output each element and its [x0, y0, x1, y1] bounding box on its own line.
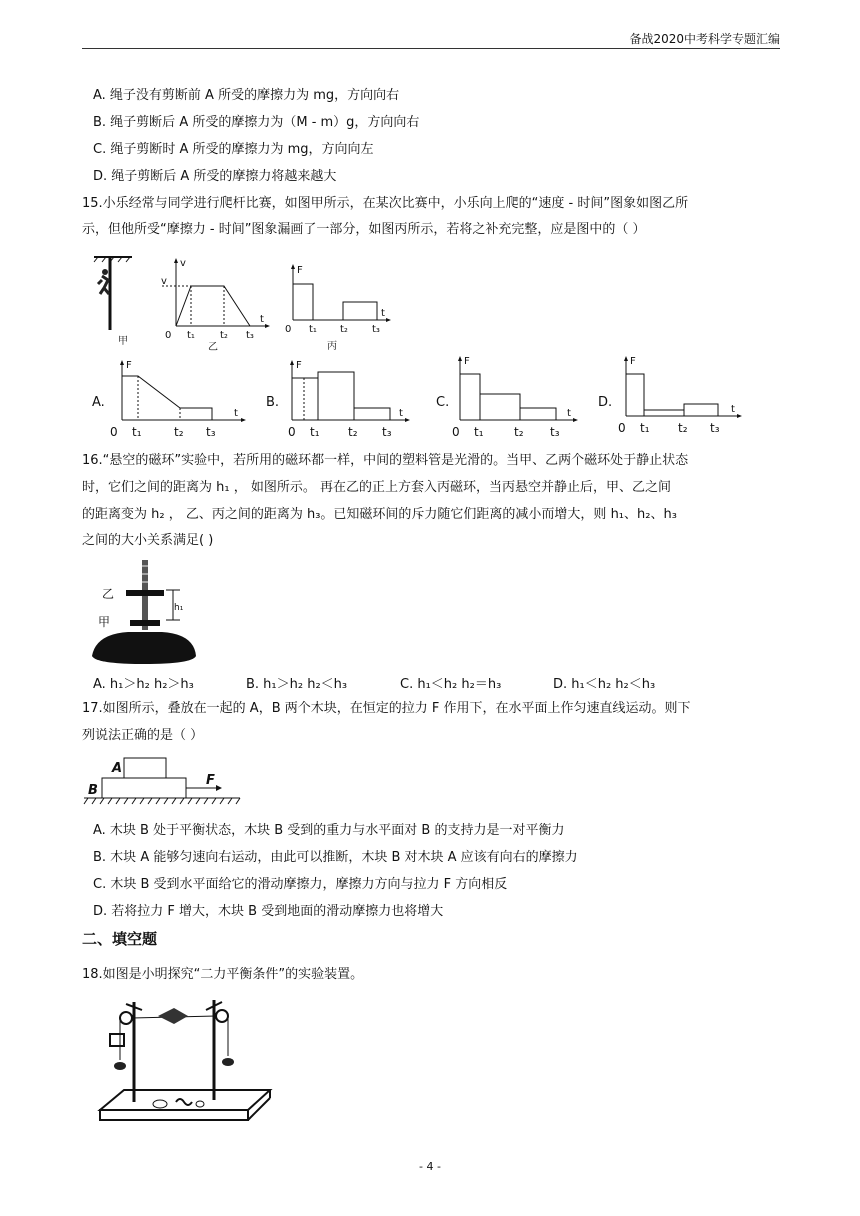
axis-zero: 0	[110, 425, 118, 439]
tick-t2: t₂	[678, 421, 688, 435]
tick-t3: t₃	[206, 425, 216, 439]
axis-t-label: t	[260, 314, 264, 325]
q16-options	[93, 673, 793, 691]
q17-blocks-figure	[82, 752, 242, 810]
axis-f-label: F	[297, 265, 303, 276]
q15-figure-yi	[160, 256, 272, 352]
tick-t1: t₁	[309, 324, 317, 335]
q15-figure-bing	[283, 262, 395, 354]
option-label: B.	[266, 395, 280, 410]
axis-t-label: t	[567, 408, 571, 419]
fig-yi-label: 乙	[208, 342, 218, 352]
tick-t1: t₁	[132, 425, 142, 439]
page-number: - 4 -	[419, 1160, 441, 1173]
option-label: A.	[92, 395, 105, 410]
axis-zero: 0	[165, 330, 172, 341]
axis-t-label: t	[381, 308, 385, 319]
q16-option-d: D. h₁＜h₂ h₂＜h₃	[553, 677, 656, 692]
q15-figure-jia	[92, 254, 142, 346]
q18-apparatus-figure	[96, 994, 276, 1130]
axis-f-label: F	[630, 356, 636, 367]
q18-stem: 18.如图是小明探究“二力平衡条件”的实验装置。	[82, 967, 364, 982]
tick-t3: t₃	[710, 421, 720, 435]
tick-t3: t₃	[382, 425, 392, 439]
page-header	[82, 28, 780, 49]
q16-option-c: C. h₁＜h₂ h₂＝h₃	[400, 677, 502, 692]
q15-option-c-graph	[436, 352, 586, 440]
q15-stem-line1: 15.小乐经常与同学进行爬杆比赛，如图甲所示，在某次比赛中，小乐向上爬的“速度 - 时间”图象如图乙所	[82, 196, 689, 211]
ring-jia-label: 甲	[98, 615, 111, 629]
q17-option-b: B. 木块 A 能够匀速向右运动，由此可以推断，木块 B 对木块 A 应该有向右的摩擦力	[93, 850, 578, 865]
q14-option-b: B. 绳子剪断后 A 所受的摩擦力为（M - m）g，方向向右	[93, 115, 420, 130]
q17-option-d: D. 若将拉力 F 增大，木块 B 受到地面的滑动摩擦力也将增大	[93, 904, 444, 919]
section-title: 二、填空题	[82, 930, 158, 948]
axis-f-label: F	[464, 356, 470, 367]
axis-zero: 0	[618, 421, 626, 435]
tick-t2: t₂	[220, 330, 228, 341]
axis-t-label: t	[731, 404, 735, 415]
tick-t2: t₂	[348, 425, 358, 439]
q16-stem-line1: 16.“悬空的磁环”实验中，若所用的磁环都一样，中间的塑料管是光滑的。当甲、乙两个磁环处于静止状态	[82, 453, 689, 468]
tick-t3: t₃	[246, 330, 254, 341]
header-title: 备战2020中考科学专题汇编	[629, 32, 780, 46]
h1-label: h₁	[174, 603, 184, 613]
tick-t2: t₂	[174, 425, 184, 439]
axis-zero: 0	[452, 425, 460, 439]
q14-option-c: C. 绳子剪断时 A 所受的摩擦力为 mg，方向向左	[93, 142, 374, 157]
tick-t1: t₁	[474, 425, 484, 439]
q16-option-a: A. h₁＞h₂ h₂＞h₃	[93, 677, 194, 692]
q16-stem-line3: 的距离变为 h₂ ， 乙、丙之间的距离为 h₃。已知磁环间的斥力随它们距离的减小而增大，则 h₁、h₂、h₃	[82, 507, 677, 522]
q15-option-a-graph	[92, 356, 252, 440]
force-f-label: F	[206, 773, 215, 788]
q15-option-b-graph	[266, 356, 416, 440]
fig-jia-label: 甲	[118, 336, 128, 346]
axis-t-label: t	[399, 408, 403, 419]
fig-bing-label: 丙	[327, 341, 337, 352]
ring-yi-label: 乙	[102, 587, 115, 601]
tick-t3: t₃	[550, 425, 560, 439]
axis-f-label: F	[296, 360, 302, 371]
q16-option-b: B. h₁＞h₂ h₂＜h₃	[246, 677, 348, 692]
q17-option-a: A. 木块 B 处于平衡状态，木块 B 受到的重力与水平面对 B 的支持力是一对平衡力	[93, 823, 565, 838]
block-b-label: B	[88, 783, 98, 798]
q15-stem-line2: 示，但他所受“摩擦力 - 时间”图象漏画了一部分，如图丙所示，若将之补充完整，应是图中的（ ）	[82, 222, 646, 237]
axis-v-value: v	[161, 276, 167, 287]
tick-t2: t₂	[514, 425, 524, 439]
tick-t1: t₁	[187, 330, 195, 341]
option-label: D.	[598, 395, 613, 410]
q16-stem-line4: 之间的大小关系满足( )	[82, 533, 214, 548]
q17-option-c: C. 木块 B 受到水平面给它的滑动摩擦力，摩擦力方向与拉力 F 方向相反	[93, 877, 508, 892]
q17-stem-line2: 列说法正确的是（ ）	[82, 728, 204, 743]
option-label: C.	[436, 395, 450, 410]
q16-stem-line2: 时，它们之间的距离为 h₁ ， 如图所示。 再在乙的正上方套入丙磁环，当丙悬空并静止后，甲、乙之间	[82, 480, 671, 495]
block-a-label: A	[112, 761, 123, 776]
tick-t3: t₃	[372, 324, 380, 335]
tick-t2: t₂	[340, 324, 348, 335]
q15-option-d-graph	[598, 352, 748, 440]
axis-v-label: v	[180, 258, 186, 269]
tick-t1: t₁	[640, 421, 650, 435]
q14-option-a: A. 绳子没有剪断前 A 所受的摩擦力为 mg，方向向右	[93, 88, 400, 103]
q14-option-d: D. 绳子剪断后 A 所受的摩擦力将越来越大	[93, 169, 337, 184]
axis-f-label: F	[126, 360, 132, 371]
axis-zero: 0	[285, 324, 292, 335]
tick-t1: t₁	[310, 425, 320, 439]
q16-magnet-figure	[88, 556, 198, 668]
axis-t-label: t	[234, 408, 238, 419]
axis-zero: 0	[288, 425, 296, 439]
q17-stem-line1: 17.如图所示，叠放在一起的 A，B 两个木块，在恒定的拉力 F 作用下，在水平面上作匀速直线运动。则下	[82, 701, 691, 716]
